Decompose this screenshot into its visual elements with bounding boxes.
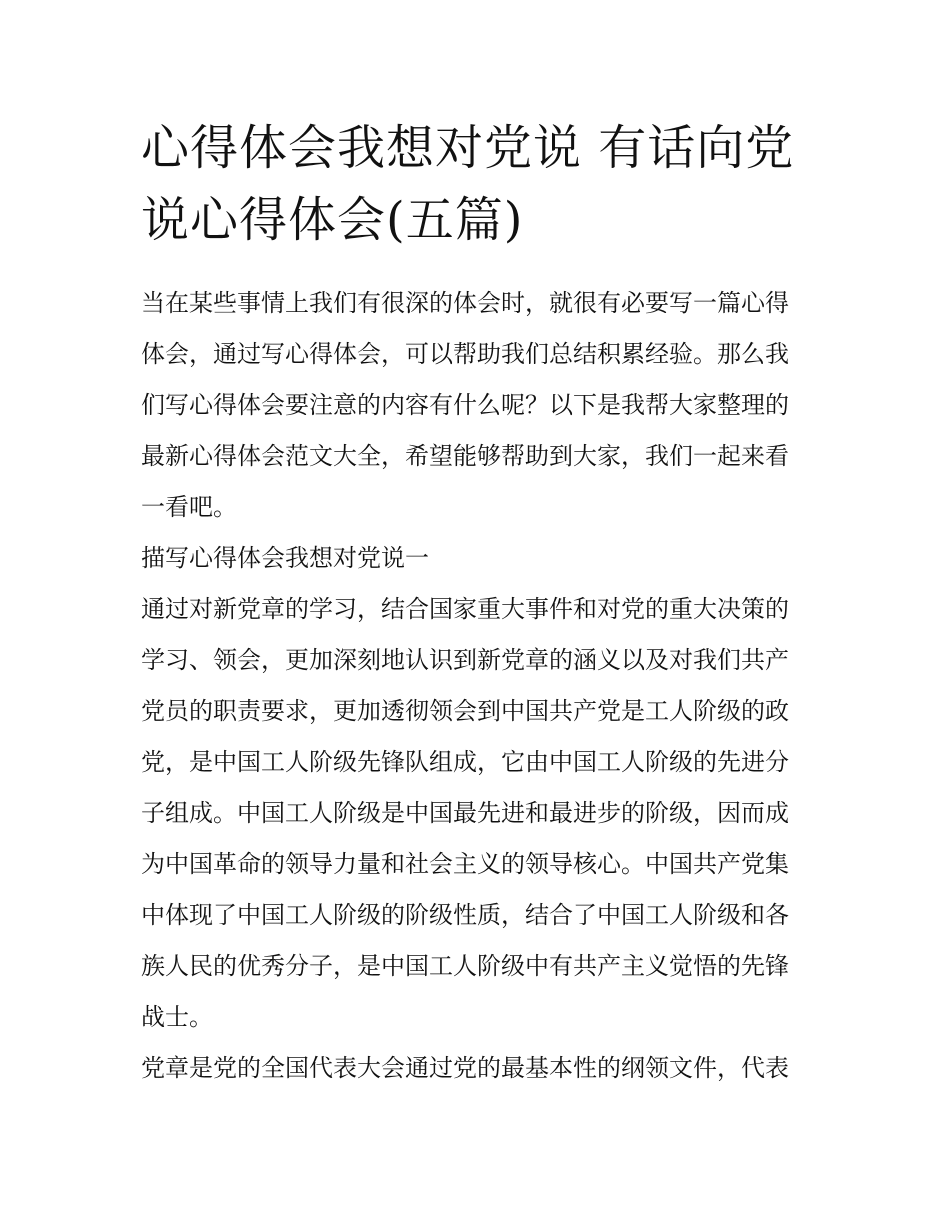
document-title <box>141 112 813 256</box>
text-line: 战士。 <box>141 1003 213 1031</box>
text-line: 党章是党的全国代表大会通过党的最基本性的纲领文件，代表 <box>141 1054 789 1082</box>
text-line: 学习、领会，更加深刻地认识到新党章的涵义以及对我们共产 <box>141 646 789 674</box>
document-page <box>141 112 813 1094</box>
text-line: 们写心得体会要注意的内容有什么呢？以下是我帮大家整理的 <box>141 391 789 419</box>
text-line: 体会，通过写心得体会，可以帮助我们总结积累经验。那么我 <box>141 340 789 368</box>
text-line: 为中国革命的领导力量和社会主义的领导核心。中国共产党集 <box>141 850 789 878</box>
document-body <box>141 278 813 1094</box>
body-paragraph <box>141 1043 813 1094</box>
body-paragraph <box>141 584 813 1043</box>
text-line: 最新心得体会范文大全，希望能够帮助到大家，我们一起来看 <box>141 442 789 470</box>
title-line: 心得体会我想对党说 有话向党 <box>141 120 795 176</box>
text-line: 党员的职责要求，更加透彻领会到中国共产党是工人阶级的政 <box>141 697 789 725</box>
section-heading <box>141 533 813 584</box>
text-line: 当在某些事情上我们有很深的体会时，就很有必要写一篇心得 <box>141 289 789 317</box>
title-line: 说心得体会(五篇) <box>141 192 524 248</box>
text-line: 通过对新党章的学习，结合国家重大事件和对党的重大决策的 <box>141 595 789 623</box>
text-line: 描写心得体会我想对党说一 <box>141 544 429 572</box>
text-line: 子组成。中国工人阶级是中国最先进和最进步的阶级，因而成 <box>141 799 789 827</box>
intro-paragraph <box>141 278 813 533</box>
text-line: 族人民的优秀分子，是中国工人阶级中有共产主义觉悟的先锋 <box>141 952 789 980</box>
text-line: 中体现了中国工人阶级的阶级性质，结合了中国工人阶级和各 <box>141 901 789 929</box>
text-line: 党，是中国工人阶级先锋队组成，它由中国工人阶级的先进分 <box>141 748 789 776</box>
text-line: 一看吧。 <box>141 493 237 521</box>
